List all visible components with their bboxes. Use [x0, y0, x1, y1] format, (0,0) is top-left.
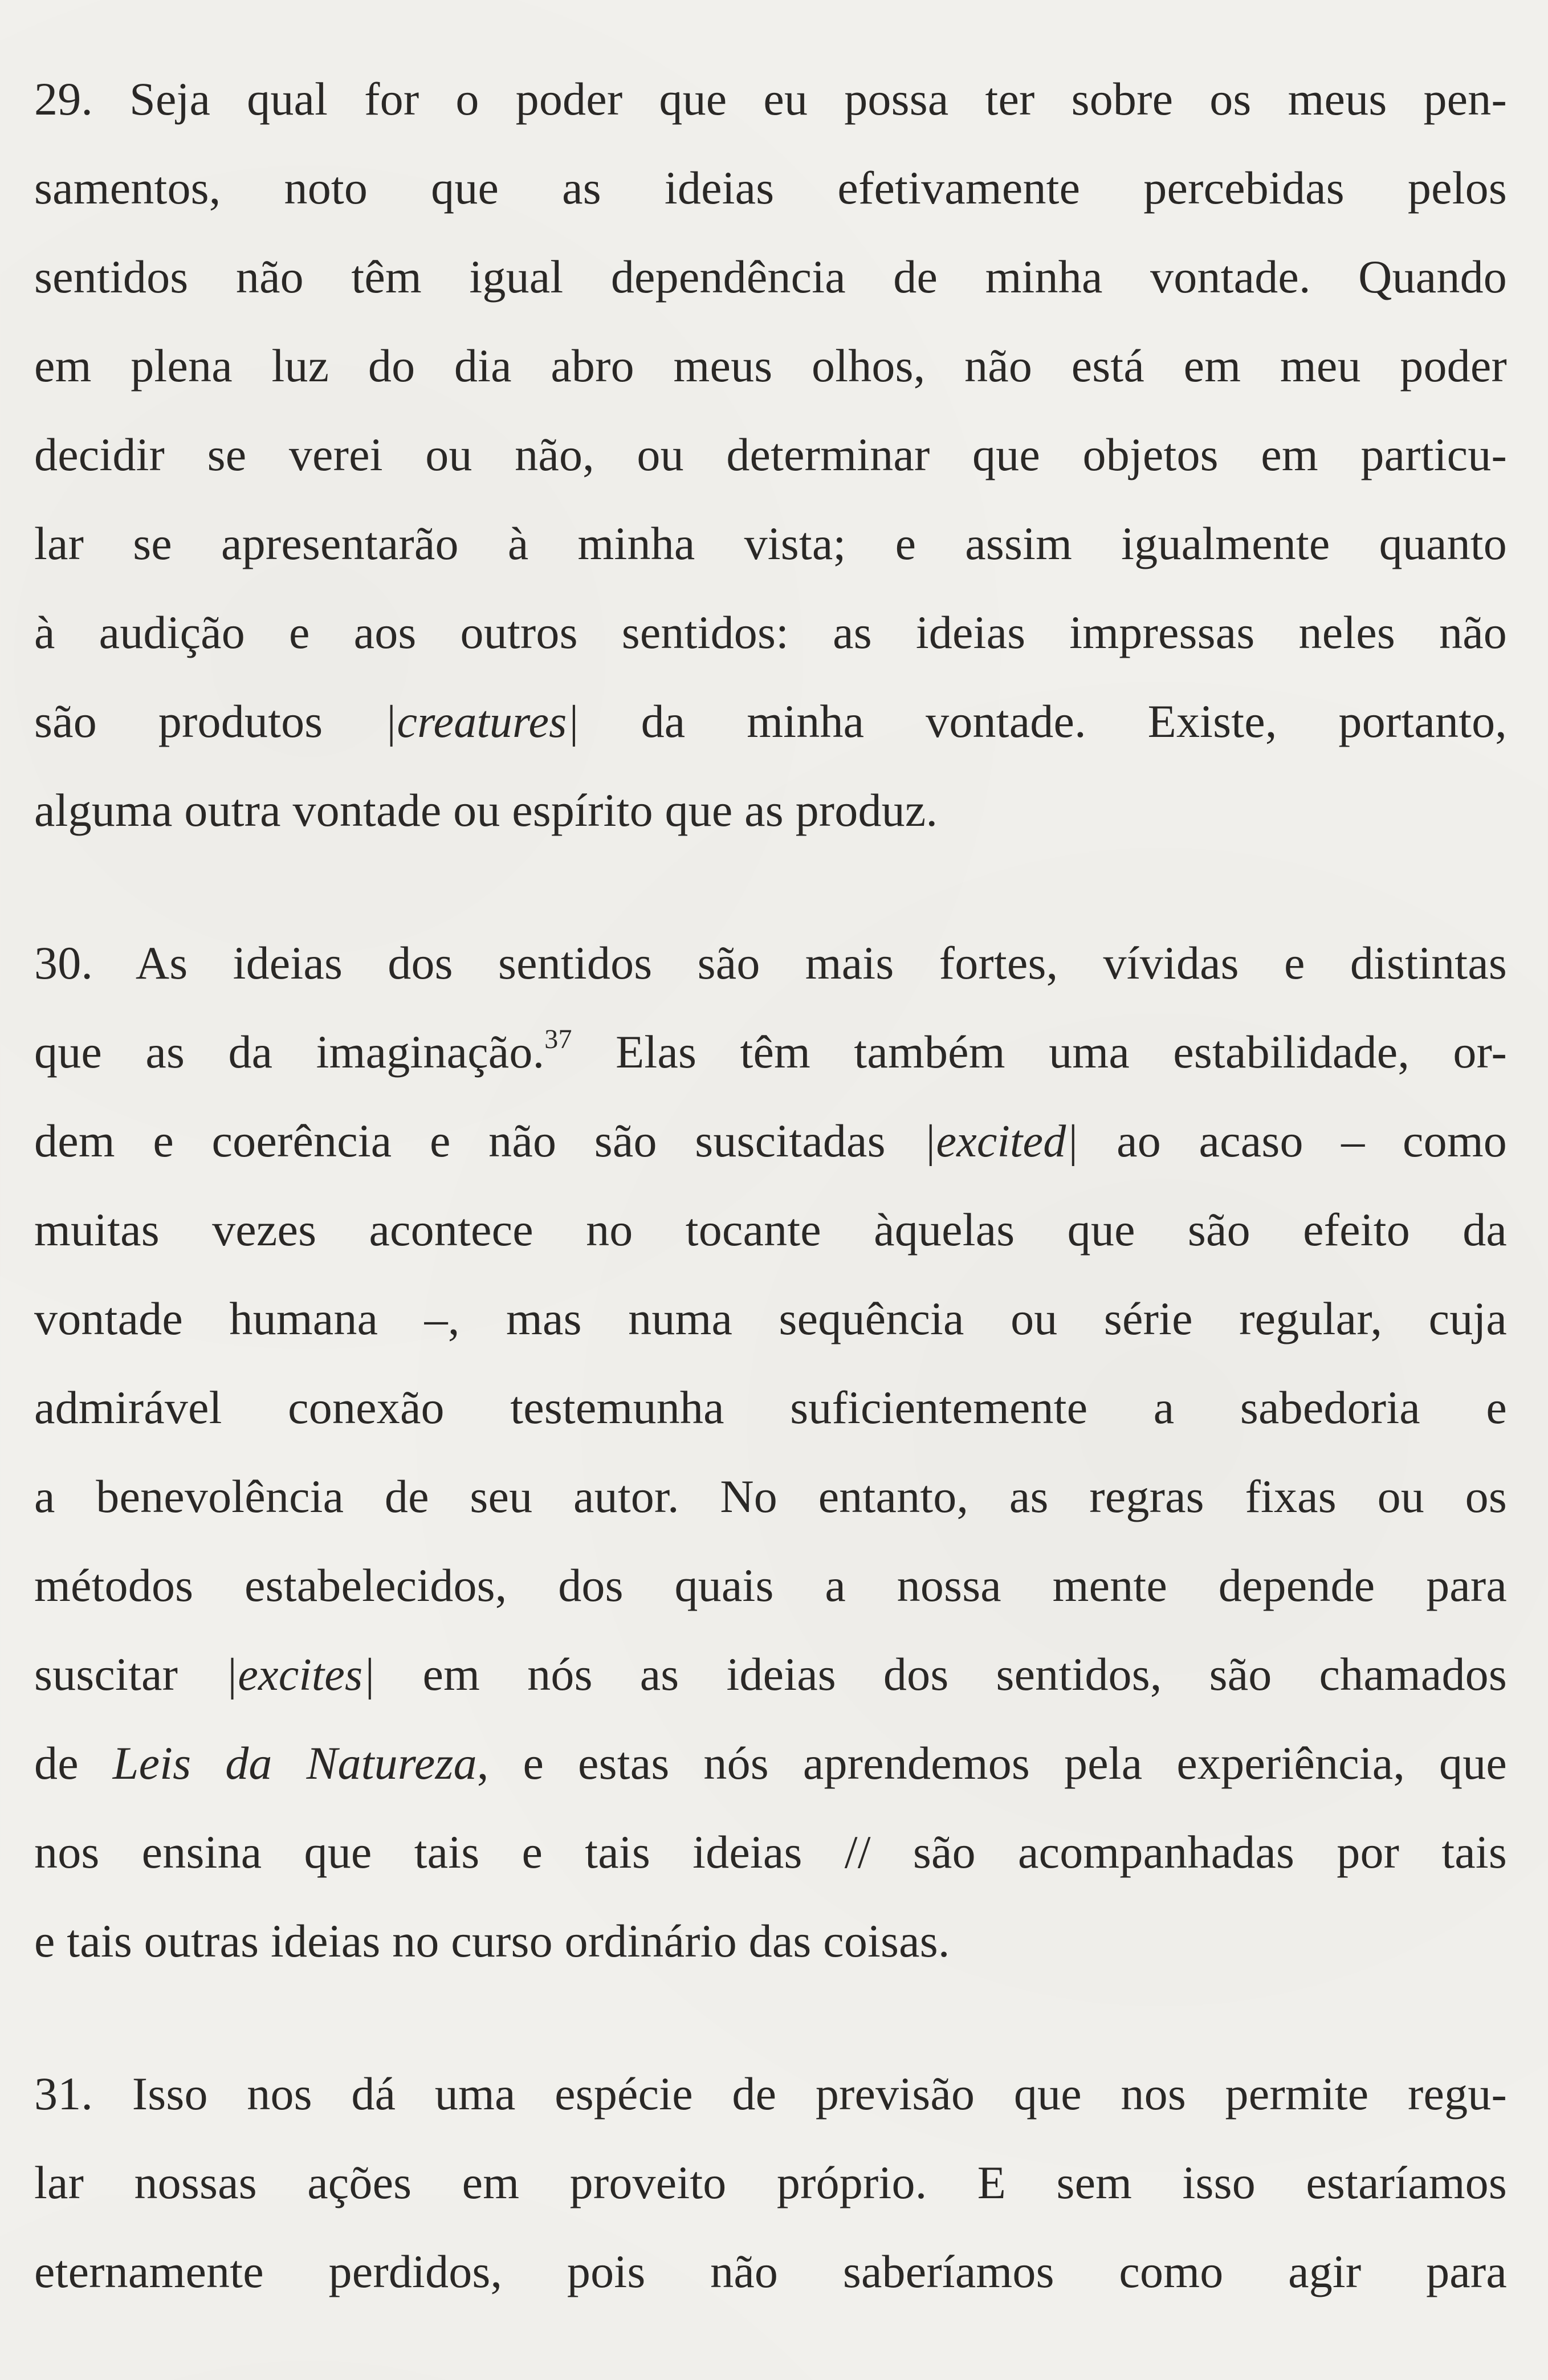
paragraph-number: 30. — [34, 937, 93, 989]
text-line — [34, 144, 1507, 233]
text-line — [34, 677, 1507, 766]
line-text: As ideias dos sentidos são mais fortes, vívidas e distintas — [135, 937, 1507, 989]
paragraph-31 — [34, 2049, 1507, 2316]
line-text: em nós as ideias dos sentidos, são chamados — [375, 1648, 1507, 1700]
text-line — [34, 2227, 1507, 2316]
text-line — [34, 1185, 1507, 1274]
text-line — [34, 499, 1507, 588]
line-text: vontade humana –, mas numa sequência ou série regular, cuja — [34, 1293, 1507, 1344]
line-text: de — [34, 1737, 113, 1789]
text-line — [34, 2138, 1507, 2227]
line-text: à audição e aos outros sentidos: as ideias impressas neles não — [34, 606, 1507, 658]
text-line — [34, 2049, 1507, 2138]
text-line — [34, 321, 1507, 410]
text-line — [34, 1719, 1507, 1808]
line-text: samentos, noto que as ideias efetivamente percebidas pelos — [34, 162, 1507, 214]
line-text: da minha vontade. Existe, portanto, — [579, 695, 1507, 747]
line-text: suscitar — [34, 1648, 226, 1700]
book-page — [34, 55, 1507, 2380]
paragraph-number: 29. — [34, 73, 93, 125]
paragraph-30 — [34, 919, 1507, 1986]
text-line — [34, 1363, 1507, 1452]
line-text: que as da imaginação. — [34, 1026, 545, 1078]
text-line — [34, 410, 1507, 499]
text-line — [34, 233, 1507, 321]
line-text: em plena luz do dia abro meus olhos, não está em meu poder — [34, 340, 1507, 392]
text-line — [34, 1452, 1507, 1541]
text-line — [34, 1897, 1507, 1986]
line-text: sentidos não têm igual dependência de minha vontade. Quando — [34, 251, 1507, 303]
line-text: alguma outra vontade ou espírito que as produz. — [34, 784, 938, 836]
emphasized-term: Leis da Natureza — [112, 1737, 477, 1789]
original-term: |creatures| — [384, 697, 580, 747]
text-line — [34, 55, 1507, 144]
text-line — [34, 1097, 1507, 1185]
paragraph-number: 31. — [34, 2068, 93, 2120]
text-line — [34, 766, 1507, 855]
line-text: lar nossas ações em proveito próprio. E sem isso estaríamos — [34, 2157, 1507, 2208]
line-text: ao acaso – como — [1078, 1115, 1507, 1167]
text-line — [34, 919, 1507, 1008]
original-term: |excited| — [923, 1116, 1079, 1167]
line-text: e tais outras ideias no curso ordinário das coisas. — [34, 1915, 950, 1967]
text-line — [34, 1630, 1507, 1719]
line-text: muitas vezes acontece no tocante àquelas que são efeito da — [34, 1204, 1507, 1256]
line-text: eternamente perdidos, pois não saberíamos como agir para — [34, 2245, 1507, 2297]
original-term: |excites| — [225, 1650, 376, 1700]
text-line — [34, 1541, 1507, 1630]
text-line — [34, 1808, 1507, 1897]
line-text: nos ensina que tais e tais ideias // são acompanhadas por tais — [34, 1826, 1507, 1878]
line-text: , e estas nós aprendemos pela experiência, que — [476, 1737, 1508, 1789]
line-text: Seja qual for o poder que eu possa ter sobre os meus pen- — [129, 73, 1507, 125]
line-text: lar se apresentarão à minha vista; e assim igualmente quanto — [34, 517, 1507, 569]
line-text: Elas têm também uma estabilidade, or- — [572, 1026, 1507, 1078]
line-text: Isso nos dá uma espécie de previsão que nos permite regu- — [132, 2068, 1507, 2120]
line-text: admirável conexão testemunha suficientemente a sabedoria e — [34, 1381, 1507, 1433]
paragraph-29 — [34, 55, 1507, 855]
text-line — [34, 1274, 1507, 1363]
text-line — [34, 588, 1507, 677]
line-text: métodos estabelecidos, dos quais a nossa mente depende para — [34, 1559, 1507, 1611]
footnote-reference[interactable]: 37 — [544, 1024, 572, 1054]
text-line — [34, 1008, 1507, 1097]
line-text: dem e coerência e não são suscitadas — [34, 1115, 924, 1167]
line-text: decidir se verei ou não, ou determinar que objetos em particu- — [34, 429, 1507, 480]
line-text: são produtos — [34, 695, 385, 747]
line-text: a benevolência de seu autor. No entanto, as regras fixas ou os — [34, 1470, 1507, 1522]
